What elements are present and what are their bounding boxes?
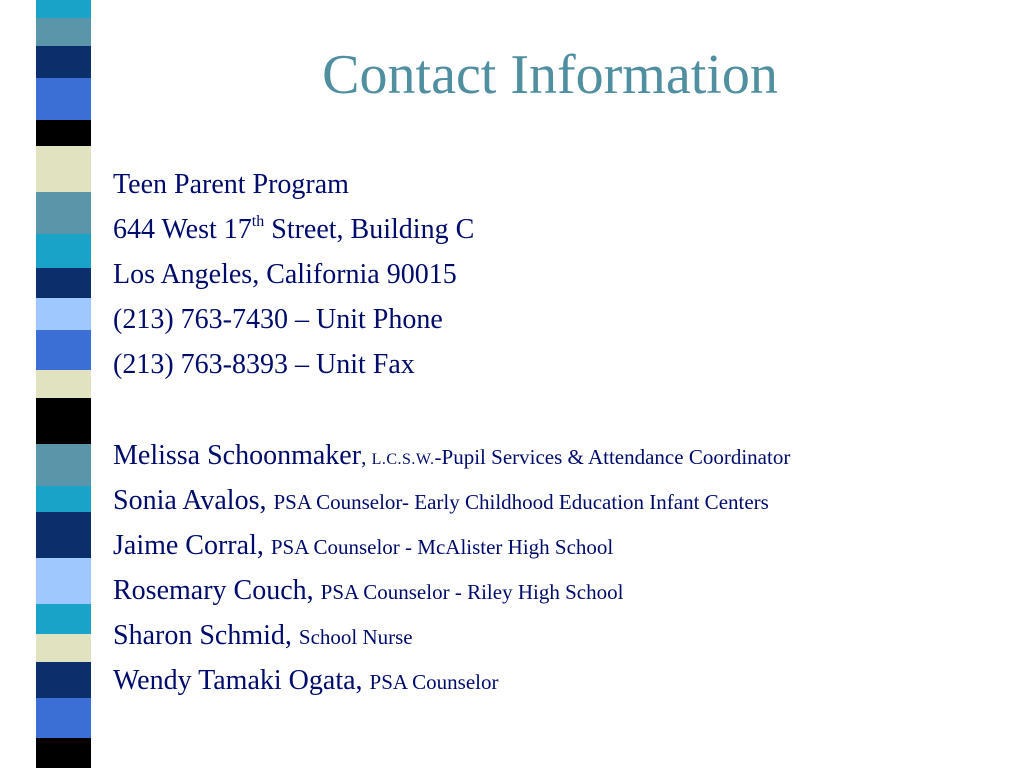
staff-role: -Pupil Services & Attendance Coordinator — [434, 445, 791, 469]
staff-separator: , — [361, 445, 372, 469]
staff-name: Sonia Avalos, — [113, 485, 267, 516]
staff-role: School Nurse — [298, 625, 413, 649]
staff-entry — [113, 526, 1018, 571]
stripe-block — [36, 18, 91, 46]
address-ordinal-suffix: th — [251, 213, 265, 230]
stripe-block — [36, 120, 91, 146]
staff-entry — [113, 436, 1018, 481]
staff-name: Melissa Schoonmaker — [113, 440, 362, 471]
stripe-block — [36, 78, 91, 120]
staff-entry — [113, 616, 1018, 661]
address-number-street: 644 West 17 — [113, 214, 252, 245]
stripe-block — [36, 512, 91, 558]
staff-name: Wendy Tamaki Ogata, — [113, 665, 363, 696]
spacer — [113, 390, 1018, 436]
stripe-block — [36, 634, 91, 662]
staff-entry — [113, 661, 1018, 706]
program-address — [113, 210, 1018, 255]
stripe-block — [36, 662, 91, 698]
staff-entry — [113, 481, 1018, 526]
decorative-stripe — [0, 0, 115, 768]
contact-body — [113, 165, 1018, 706]
staff-role: PSA Counselor - McAlister High School — [270, 535, 614, 559]
stripe-block — [36, 398, 91, 444]
program-name: Teen Parent Program — [113, 169, 349, 200]
stripe-block — [36, 146, 91, 192]
program-city: Los Angeles, California 90015 — [113, 259, 457, 290]
slide-title: Contact Information — [322, 44, 778, 106]
stripe-block — [36, 698, 91, 738]
staff-role: PSA Counselor — [369, 670, 499, 694]
staff-name: Rosemary Couch, — [113, 575, 314, 606]
stripe-block — [36, 604, 91, 634]
stripe-block — [36, 46, 91, 78]
staff-entry — [113, 571, 1018, 616]
stripe-block — [36, 444, 91, 486]
stripe-block — [36, 0, 91, 18]
stripe-block — [36, 738, 91, 768]
stripe-block — [36, 192, 91, 234]
address-rest: Street, Building C — [264, 214, 475, 245]
stripe-block — [36, 558, 91, 604]
stripe-block — [36, 268, 91, 298]
staff-role: PSA Counselor - Riley High School — [320, 580, 624, 604]
staff-name: Sharon Schmid, — [113, 620, 292, 651]
staff-credentials: L.C.S.W. — [371, 451, 435, 468]
stripe-block — [36, 234, 91, 268]
staff-role: PSA Counselor- Early Childhood Education Infant Centers — [273, 490, 769, 514]
stripe-block — [36, 298, 91, 330]
stripe-block — [36, 330, 91, 370]
stripe-block — [36, 370, 91, 398]
stripe-block — [36, 486, 91, 512]
program-fax: (213) 763-8393 – Unit Fax — [113, 349, 415, 380]
staff-name: Jaime Corral, — [113, 530, 264, 561]
program-phone: (213) 763-7430 – Unit Phone — [113, 304, 443, 335]
